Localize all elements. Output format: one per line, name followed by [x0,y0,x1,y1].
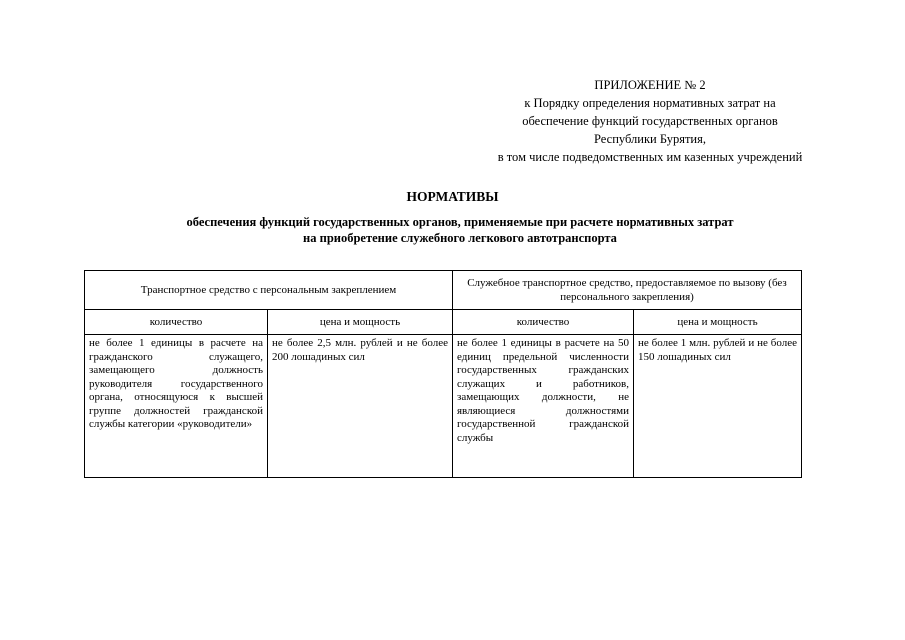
subheader-price-power: цена и мощность [634,310,802,335]
header-personal-vehicle: Транспортное средство с персональным закреплением [85,271,453,310]
subheader-price-power: цена и мощность [268,310,453,335]
table-subheader-row [85,310,802,335]
header-on-call-vehicle: Служебное транспортное средство, предоставляемое по вызову (без персонального закрепления) [453,271,802,310]
document-title: НОРМАТИВЫ [406,189,499,204]
subtitle-line: обеспечения функций государственных органов, применяемые при расчете нормативных затрат [186,215,734,229]
subtitle-line: на приобретение служебного легкового автотранспорта [303,231,617,245]
appendix-number: ПРИЛОЖЕНИЕ № 2 [594,78,706,92]
appendix-line: обеспечение функций государственных органов [522,114,778,128]
appendix-line: к Порядку определения нормативных затрат на [524,96,776,110]
table-header-row [85,271,802,310]
cell-on-call-price: не более 1 млн. рублей и не более 150 лошадиных сил [634,335,802,478]
cell-on-call-quantity: не более 1 единицы в расчете на 50 единиц предельной численности государственных гражданских служащих и работников, замещающих должности, не являющиеся должностями государственной гражданской службы [453,335,634,478]
norms-table [84,270,802,478]
appendix-line: в том числе подведомственных им казенных учреждений [497,150,803,164]
cell-personal-quantity: не более 1 единицы в расчете на гражданского служащего, замещающего должность руководителя государственного органа, относящуюся к высшей группе должностей гражданской службы категории «руководители» [85,335,268,478]
subheader-quantity: количество [85,310,268,335]
appendix-line: Республики Бурятия, [594,132,706,146]
cell-personal-price: не более 2,5 млн. рублей и не более 200 лошадиных сил [268,335,453,478]
document-subtitle [60,214,860,246]
table-row [85,335,802,478]
appendix-heading [440,76,860,166]
subheader-quantity: количество [453,310,634,335]
